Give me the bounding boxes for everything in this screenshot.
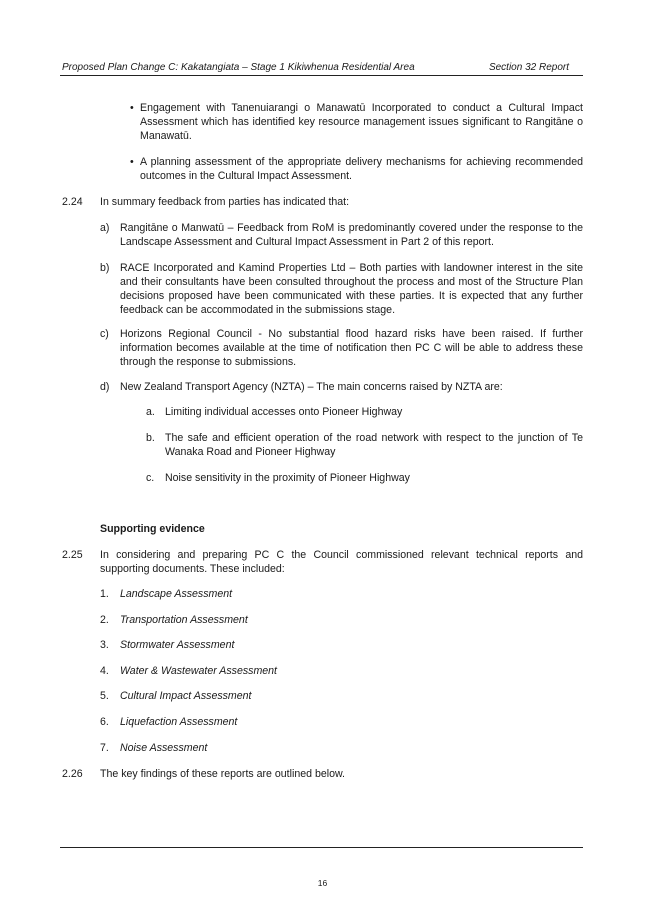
list-marker: b) <box>100 262 110 274</box>
sublist-item-text: The safe and efficient operation of the road network with respect to the junction of Te Wanaka Road and Pioneer Highway <box>165 432 583 458</box>
list-item-text: Rangitāne o Manwatū – Feedback from RoM is predominantly covered under the response to the Landscape Assessment and Cultural Impact Assessment in Part 2 of this report. <box>120 222 583 248</box>
list-number: 5. <box>100 690 109 702</box>
list-item-text: RACE Incorporated and Kamind Properties Ltd – Both parties with landowner interest in the site and their consultants have been consulted throughout the process and most of the Structure Plan decisions proposed have been communicated with these parties. It is expected that any further feedback can be accommodated in the submissions stage. <box>120 262 583 316</box>
bullet-item <box>130 155 583 183</box>
sublist-marker: b. <box>146 432 155 444</box>
header-divider <box>60 75 583 76</box>
list-item-title: Noise Assessment <box>120 742 208 754</box>
running-header-section: Section 32 Report <box>488 62 569 73</box>
sublist-item-text: Noise sensitivity in the proximity of Pioneer Highway <box>165 472 410 484</box>
bullet-icon: • <box>130 156 134 168</box>
list-item-title: Stormwater Assessment <box>120 639 235 651</box>
paragraph-text: In considering and preparing PC C the Council commissioned relevant technical reports and supporting documents. These included: <box>100 549 583 575</box>
paragraph-number: 2.25 <box>62 549 83 561</box>
sublist-marker: c. <box>146 472 155 484</box>
list-number: 2. <box>100 614 109 626</box>
list-number: 1. <box>100 588 109 600</box>
list-item-title: Water & Wastewater Assessment <box>120 665 277 677</box>
list-number: 4. <box>100 665 109 677</box>
list-number: 6. <box>100 716 109 728</box>
list-item-title: Cultural Impact Assessment <box>120 690 252 702</box>
sublist-marker: a. <box>146 406 155 418</box>
paragraph-number: 2.24 <box>62 196 83 208</box>
paragraph-text: In summary feedback from parties has indicated that: <box>100 196 350 208</box>
list-item-title: Landscape Assessment <box>120 588 233 600</box>
list-number: 7. <box>100 742 109 754</box>
bullet-text: A planning assessment of the appropriate delivery mechanisms for achieving recommended outcomes in the Cultural Impact Assessment. <box>140 156 583 182</box>
section-heading: Supporting evidence <box>100 523 205 535</box>
list-marker: d) <box>100 381 110 393</box>
list-item-title: Liquefaction Assessment <box>120 716 238 728</box>
sublist-item-text: Limiting individual accesses onto Pioneer Highway <box>165 406 403 418</box>
list-item-text: Horizons Regional Council - No substantial flood hazard risks have been raised. If further information becomes available at the time of notification then PC C will be able to address these through the response to submissions. <box>120 328 583 368</box>
list-marker: c) <box>100 328 109 340</box>
bullet-icon: • <box>130 102 134 114</box>
page-number: 16 <box>317 878 328 888</box>
paragraph-number: 2.26 <box>62 768 83 780</box>
paragraph-text: The key findings of these reports are outlined below. <box>100 768 345 780</box>
list-item-title: Transportation Assessment <box>120 614 248 626</box>
bullet-text: Engagement with Tanenuiarangi o Manawatū Incorporated to conduct a Cultural Impact Assessment which has identified key resource management issues significant to Rangitāne o Manawatū. <box>140 102 583 142</box>
list-item-text: New Zealand Transport Agency (NZTA) – The main concerns raised by NZTA are: <box>120 381 503 393</box>
footer-divider <box>60 847 583 848</box>
running-header-title: Proposed Plan Change C: Kakatangiata – Stage 1 Kikiwhenua Residential Area <box>62 62 415 73</box>
bullet-item <box>130 101 583 143</box>
list-number: 3. <box>100 639 109 651</box>
list-marker: a) <box>100 222 110 234</box>
